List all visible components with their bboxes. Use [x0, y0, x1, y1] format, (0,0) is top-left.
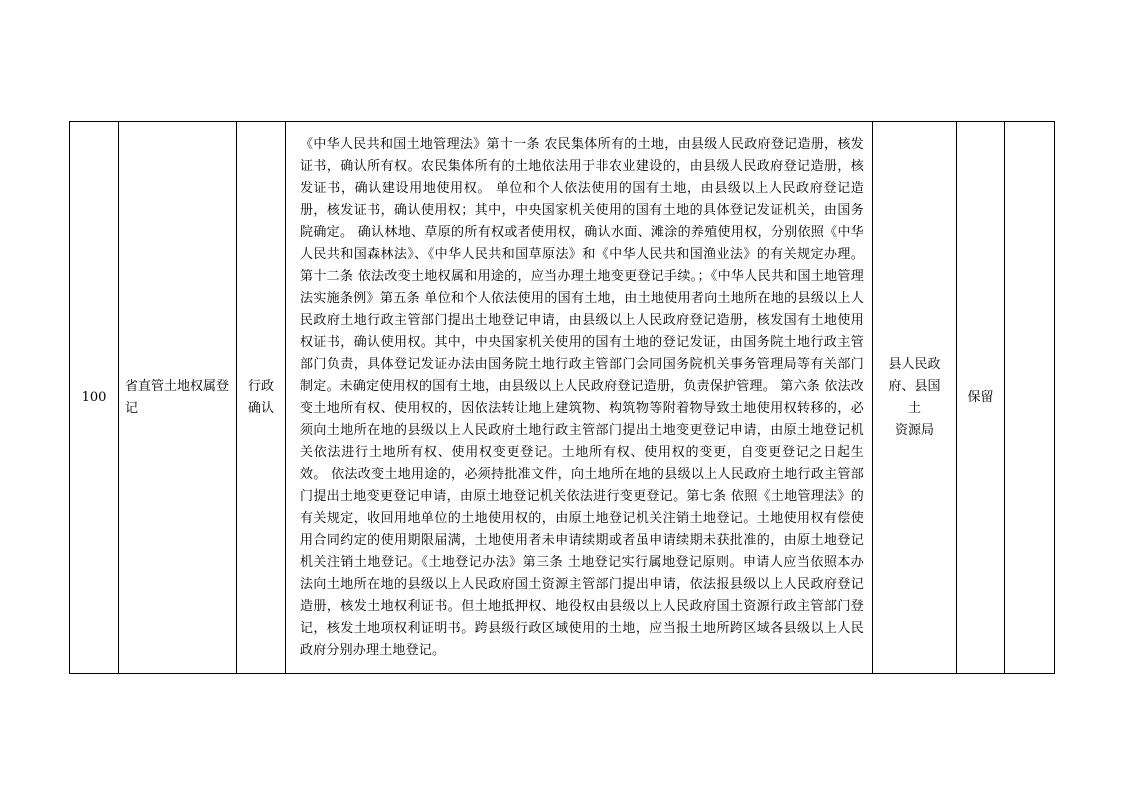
department-line-2: 府、县国土	[888, 378, 941, 416]
department-line-3: 资源局	[894, 422, 934, 438]
power-type-line-1: 行政	[247, 378, 274, 394]
power-type-line-2: 确认	[247, 400, 274, 416]
item-number: 100	[70, 122, 119, 674]
department-line-1: 县人民政	[888, 356, 941, 372]
remarks-cell	[1005, 122, 1055, 674]
legal-basis: 《中华人民共和国土地管理法》第十一条 农民集体所有的土地，由县级人民政府登记造册，核发证书，确认所有权。农民集体所有的土地依法用于非农业建设的，由县级人民政府登记造册，核发证书，确认建设用地使用权。 单位和个人依法使用的国有土地，由县级以上人民政府登记造册，核发证书，确认使用权；其中，中央国家机关使用的国有土地的具体登记发证机关，由国务院确定。 确认林地、草原的所有权或者使用权，确认水面、滩涂的养殖使用权，分别依照《中华人民共和国森林法》、《中华人民共和国草原法》和《中华人民共和国渔业法》的有关规定办理。 第十二条 依法改变土地权属和用途的，应当办理土地变更登记手续。；《中华人民共和国土地管理法实施条例》第五条 单位和个人依法使用的国有土地，由土地使用者向土地所在地的县级以上人民政府土地行政主管部门提出土地登记申请，由县级以上人民政府登记造册，核发国有土地使用权证书，确认使用权。其中，中央国家机关使用的国有土地的登记发证，由国务院土地行政主管部门负责，具体登记发证办法由国务院土地行政主管部门会同国务院机关事务管理局等有关部门制定。未确定使用权的国有土地，由县级以上人民政府登记造册，负责保护管理。 第六条 依法改变土地所有权、使用权的，因依法转让地上建筑物、构筑物等附着物导致土地使用权转移的，必须向土地所在地的县级以上人民政府土地行政主管部门提出土地变更登记申请，由原土地登记机关依法进行土地所有权、使用权变更登记。土地所有权、使用权的变更，自变更登记之日起生效。 依法改变土地用途的，必须持批准文件，向土地所在地的县级以上人民政府土地行政主管部门提出土地变更登记申请，由原土地登记机关依法进行变更登记。第七条 依照《土地管理法》的有关规定，收回用地单位的土地使用权的，由原土地登记机关注销土地登记。土地使用权有偿使用合同约定的使用期限届满，土地使用者未申请续期或者虽申请续期未获批准的，由原土地登记机关注销土地登记。《土地登记办法》第三条 土地登记实行属地登记原则。申请人应当依照本办法向土地所在地的县级以上人民政府国土资源主管部门提出申请，依法报县级以上人民政府登记造册，核发土地权利证书。但土地抵押权、地役权由县级以上人民政府国土资源行政主管部门登记，核发土地项权利证明书。跨县级行政区域使用的土地，应当报土地所跨区域各县级以上人民政府分别办理土地登记。	[286, 122, 873, 674]
responsible-department	[873, 122, 957, 674]
disposition-status: 保留	[957, 122, 1005, 674]
table-row	[70, 122, 1055, 674]
item-name: 省直管土地权属登记	[119, 122, 237, 674]
power-type	[237, 122, 286, 674]
power-list-table	[69, 121, 1055, 674]
